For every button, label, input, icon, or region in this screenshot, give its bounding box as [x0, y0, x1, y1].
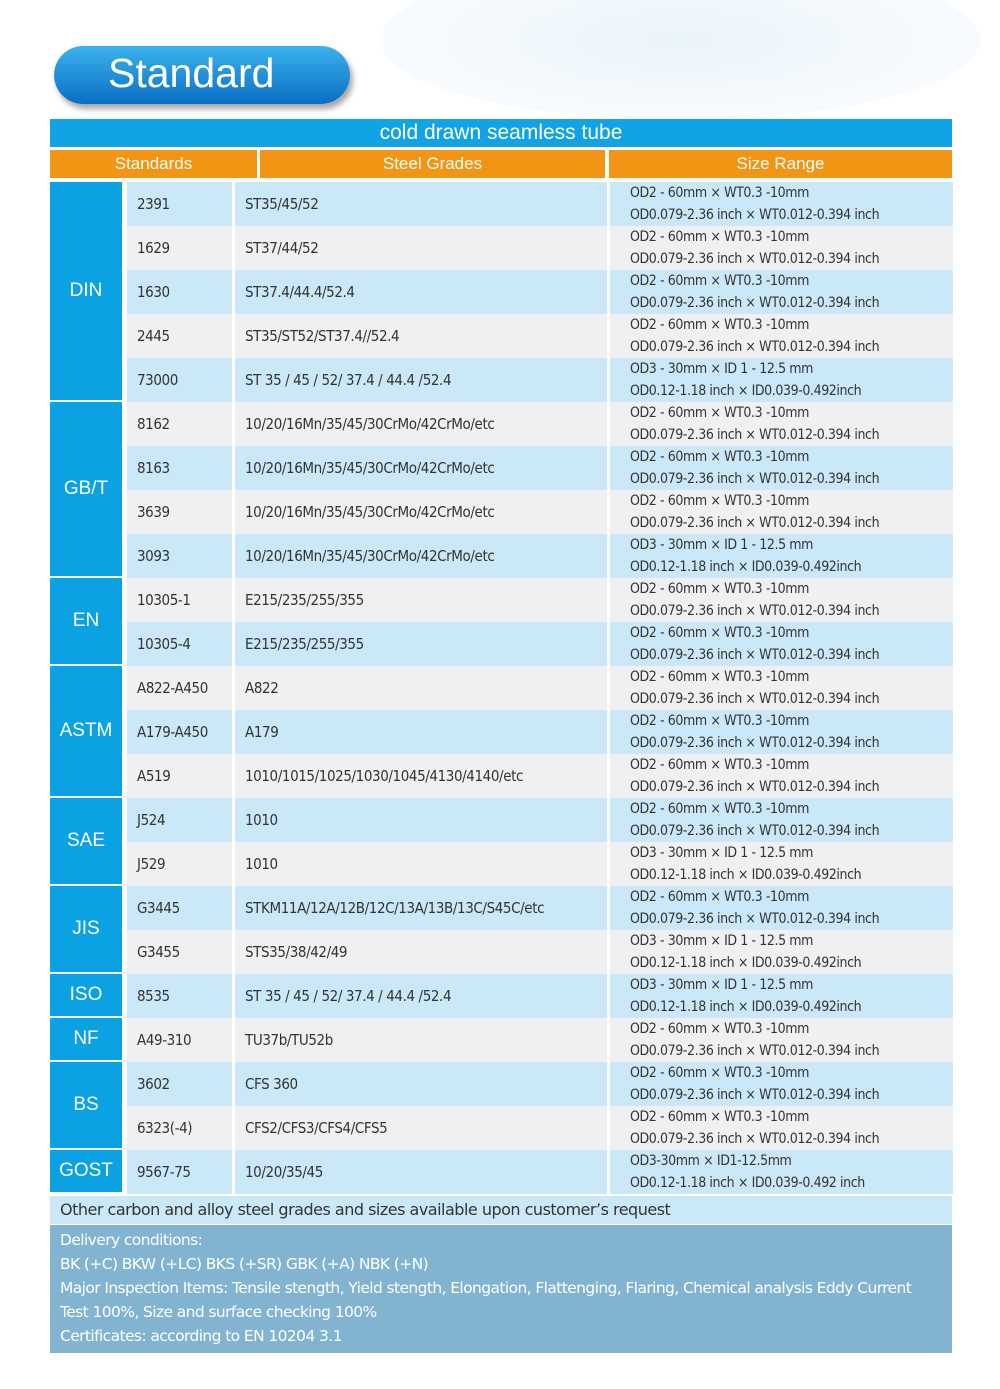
size-metric: OD3 - 30mm × ID 1 - 12.5 mm: [630, 933, 814, 949]
standard-number: 3602: [127, 1062, 232, 1106]
size-range: [610, 182, 953, 226]
standard-number: J529: [127, 842, 232, 886]
standard-group: [50, 1150, 952, 1194]
table-row: [127, 358, 953, 402]
standard-name: DIN: [50, 182, 122, 400]
standard-group: [50, 886, 952, 974]
size-metric: OD2 - 60mm × WT0.3 -10mm: [630, 1065, 809, 1081]
column-header-standards: Standards: [50, 150, 257, 178]
standard-number: 8163: [127, 446, 232, 490]
steel-grades: 10/20/16Mn/35/45/30CrMo/42CrMo/etc: [235, 490, 607, 534]
standard-number: 73000: [127, 358, 232, 402]
steel-grades: E215/235/255/355: [235, 578, 607, 622]
size-imperial: OD0.079-2.36 inch × WT0.012-0.394 inch: [630, 823, 880, 839]
group-rows: [127, 666, 953, 798]
size-imperial: OD0.079-2.36 inch × WT0.012-0.394 inch: [630, 251, 880, 267]
size-metric: OD2 - 60mm × WT0.3 -10mm: [630, 449, 809, 465]
table-row: [127, 754, 953, 798]
steel-grades: 1010: [235, 842, 607, 886]
column-header-steel-grades: Steel Grades: [260, 150, 605, 178]
size-range: [610, 534, 953, 578]
standard-number: 3093: [127, 534, 232, 578]
standard-number: 2391: [127, 182, 232, 226]
size-metric: OD2 - 60mm × WT0.3 -10mm: [630, 889, 809, 905]
table-row: [127, 886, 953, 930]
size-metric: OD2 - 60mm × WT0.3 -10mm: [630, 625, 809, 641]
standard-name: NF: [50, 1018, 122, 1060]
size-imperial: OD0.12-1.18 inch × ID0.039-0.492inch: [630, 383, 862, 399]
steel-grades: 10/20/35/45: [235, 1150, 607, 1194]
table-row: [127, 1106, 953, 1150]
group-rows: [127, 402, 953, 578]
size-imperial: OD0.079-2.36 inch × WT0.012-0.394 inch: [630, 471, 880, 487]
group-rows: [127, 182, 953, 402]
standard-number: 6323(-4): [127, 1106, 232, 1150]
group-rows: [127, 798, 953, 886]
standard-number: 8162: [127, 402, 232, 446]
size-range: [610, 314, 953, 358]
steel-grades: 1010: [235, 798, 607, 842]
group-rows: [127, 886, 953, 974]
size-imperial: OD0.079-2.36 inch × WT0.012-0.394 inch: [630, 207, 880, 223]
standard-number: 10305-1: [127, 578, 232, 622]
standard-name: ASTM: [50, 666, 122, 796]
size-range: [610, 578, 953, 622]
size-imperial: OD0.079-2.36 inch × WT0.012-0.394 inch: [630, 295, 880, 311]
size-metric: OD2 - 60mm × WT0.3 -10mm: [630, 1021, 809, 1037]
size-range: [610, 1062, 953, 1106]
size-imperial: OD0.079-2.36 inch × WT0.012-0.394 inch: [630, 691, 880, 707]
size-range: [610, 446, 953, 490]
standard-number: 3639: [127, 490, 232, 534]
standard-number: G3445: [127, 886, 232, 930]
size-imperial: OD0.079-2.36 inch × WT0.012-0.394 inch: [630, 779, 880, 795]
size-imperial: OD0.079-2.36 inch × WT0.012-0.394 inch: [630, 647, 880, 663]
size-range: [610, 930, 953, 974]
size-range: [610, 974, 953, 1018]
size-range: [610, 402, 953, 446]
size-imperial: OD0.12-1.18 inch × ID0.039-0.492inch: [630, 955, 862, 971]
standard-number: 10305-4: [127, 622, 232, 666]
standard-number: A49-310: [127, 1018, 232, 1062]
table-row: [127, 446, 953, 490]
size-imperial: OD0.12-1.18 inch × ID0.039-0.492inch: [630, 999, 862, 1015]
size-metric: OD3-30mm × ID1-12.5mm: [630, 1153, 792, 1169]
condition-line: Delivery conditions:: [60, 1231, 203, 1249]
standard-name: GOST: [50, 1150, 122, 1192]
steel-grades: 1010/1015/1025/1030/1045/4130/4140/etc: [235, 754, 607, 798]
size-metric: OD3 - 30mm × ID 1 - 12.5 mm: [630, 845, 814, 861]
table-row: [127, 402, 953, 446]
table-row: [127, 1150, 953, 1194]
standard-name: BS: [50, 1062, 122, 1148]
availability-note: Other carbon and alloy steel grades and sizes available upon customer’s request: [50, 1196, 952, 1224]
delivery-conditions-panel: [50, 1225, 952, 1353]
standard-name: JIS: [50, 886, 122, 972]
size-imperial: OD0.12-1.18 inch × ID0.039-0.492inch: [630, 559, 862, 575]
standard-group: [50, 182, 952, 402]
size-imperial: OD0.079-2.36 inch × WT0.012-0.394 inch: [630, 603, 880, 619]
size-metric: OD2 - 60mm × WT0.3 -10mm: [630, 581, 809, 597]
table-row: [127, 974, 953, 1018]
background-gear-decoration: [380, 0, 980, 120]
table-row: [127, 798, 953, 842]
section-heading: Standard: [108, 50, 275, 96]
table-row: [127, 314, 953, 358]
size-range: [610, 622, 953, 666]
standard-group: [50, 402, 952, 578]
table-row: [127, 842, 953, 886]
table-row: [127, 1062, 953, 1106]
steel-grades: ST35/ST52/ST37.4//52.4: [235, 314, 607, 358]
condition-line: Test 100%, Size and surface checking 100%: [60, 1303, 377, 1321]
group-rows: [127, 1150, 953, 1194]
size-metric: OD2 - 60mm × WT0.3 -10mm: [630, 405, 809, 421]
size-metric: OD2 - 60mm × WT0.3 -10mm: [630, 317, 809, 333]
standard-group: [50, 974, 952, 1018]
size-range: [610, 1106, 953, 1150]
size-range: [610, 270, 953, 314]
steel-grades: A822: [235, 666, 607, 710]
size-imperial: OD0.079-2.36 inch × WT0.012-0.394 inch: [630, 515, 880, 531]
steel-grades: TU37b/TU52b: [235, 1018, 607, 1062]
size-imperial: OD0.079-2.36 inch × WT0.012-0.394 inch: [630, 339, 880, 355]
table-row: [127, 622, 953, 666]
standard-number: 9567-75: [127, 1150, 232, 1194]
standard-group: [50, 578, 952, 666]
size-metric: OD2 - 60mm × WT0.3 -10mm: [630, 493, 809, 509]
size-imperial: OD0.079-2.36 inch × WT0.012-0.394 inch: [630, 911, 880, 927]
steel-grades: 10/20/16Mn/35/45/30CrMo/42CrMo/etc: [235, 446, 607, 490]
size-range: [610, 358, 953, 402]
standard-number: A519: [127, 754, 232, 798]
standard-name: SAE: [50, 798, 122, 884]
steel-grades: CFS2/CFS3/CFS4/CFS5: [235, 1106, 607, 1150]
size-metric: OD2 - 60mm × WT0.3 -10mm: [630, 669, 809, 685]
size-range: [610, 1018, 953, 1062]
size-imperial: OD0.079-2.36 inch × WT0.012-0.394 inch: [630, 1131, 880, 1147]
size-metric: OD2 - 60mm × WT0.3 -10mm: [630, 757, 809, 773]
size-imperial: OD0.079-2.36 inch × WT0.012-0.394 inch: [630, 427, 880, 443]
steel-grades: ST37.4/44.4/52.4: [235, 270, 607, 314]
size-range: [610, 1150, 953, 1194]
steel-grades: ST 35 / 45 / 52/ 37.4 / 44.4 /52.4: [235, 974, 607, 1018]
steel-grades: STS35/38/42/49: [235, 930, 607, 974]
condition-line: BK (+C) BKW (+LC) BKS (+SR) GBK (+A) NBK (+N): [60, 1255, 429, 1273]
steel-grades: 10/20/16Mn/35/45/30CrMo/42CrMo/etc: [235, 402, 607, 446]
size-imperial: OD0.12-1.18 inch × ID0.039-0.492 inch: [630, 1175, 865, 1191]
table-row: [127, 930, 953, 974]
steel-grades: CFS 360: [235, 1062, 607, 1106]
size-imperial: OD0.12-1.18 inch × ID0.039-0.492inch: [630, 867, 862, 883]
standard-group: [50, 666, 952, 798]
size-metric: OD2 - 60mm × WT0.3 -10mm: [630, 1109, 809, 1125]
size-imperial: OD0.079-2.36 inch × WT0.012-0.394 inch: [630, 1043, 880, 1059]
group-rows: [127, 578, 953, 666]
standard-number: G3455: [127, 930, 232, 974]
size-metric: OD2 - 60mm × WT0.3 -10mm: [630, 801, 809, 817]
size-range: [610, 798, 953, 842]
size-range: [610, 490, 953, 534]
size-range: [610, 886, 953, 930]
standards-table: [50, 182, 952, 1194]
group-rows: [127, 974, 953, 1018]
standard-name: ISO: [50, 974, 122, 1016]
table-row: [127, 666, 953, 710]
standard-name: EN: [50, 578, 122, 664]
table-row: [127, 534, 953, 578]
standard-number: A822-A450: [127, 666, 232, 710]
table-row: [127, 1018, 953, 1062]
steel-grades: A179: [235, 710, 607, 754]
table-row: [127, 578, 953, 622]
standard-number: 2445: [127, 314, 232, 358]
standard-number: 8535: [127, 974, 232, 1018]
table-title: cold drawn seamless tube: [50, 119, 952, 147]
size-range: [610, 754, 953, 798]
table-row: [127, 182, 953, 226]
group-rows: [127, 1062, 953, 1150]
steel-grades: E215/235/255/355: [235, 622, 607, 666]
steel-grades: ST37/44/52: [235, 226, 607, 270]
column-header-size-range: Size Range: [609, 150, 952, 178]
steel-grades: STKM11A/12A/12B/12C/13A/13B/13C/S45C/etc: [235, 886, 607, 930]
table-row: [127, 226, 953, 270]
size-imperial: OD0.079-2.36 inch × WT0.012-0.394 inch: [630, 735, 880, 751]
steel-grades: ST35/45/52: [235, 182, 607, 226]
size-metric: OD3 - 30mm × ID 1 - 12.5 mm: [630, 977, 814, 993]
steel-grades: ST 35 / 45 / 52/ 37.4 / 44.4 /52.4: [235, 358, 607, 402]
standard-name: GB/T: [50, 402, 122, 576]
size-metric: OD2 - 60mm × WT0.3 -10mm: [630, 185, 809, 201]
standard-group: [50, 1018, 952, 1062]
condition-line: Major Inspection Items: Tensile stength, Yield stength, Elongation, Flattenging, Flaring, Chemical analysis Eddy Current: [60, 1279, 912, 1297]
standard-group: [50, 798, 952, 886]
size-metric: OD3 - 30mm × ID 1 - 12.5 mm: [630, 537, 814, 553]
standard-number: 1630: [127, 270, 232, 314]
table-row: [127, 490, 953, 534]
size-range: [610, 842, 953, 886]
section-heading-badge: [54, 46, 350, 104]
table-row: [127, 270, 953, 314]
size-imperial: OD0.079-2.36 inch × WT0.012-0.394 inch: [630, 1087, 880, 1103]
standard-number: 1629: [127, 226, 232, 270]
steel-grades: 10/20/16Mn/35/45/30CrMo/42CrMo/etc: [235, 534, 607, 578]
standard-group: [50, 1062, 952, 1150]
size-metric: OD3 - 30mm × ID 1 - 12.5 mm: [630, 361, 814, 377]
table-row: [127, 710, 953, 754]
standard-number: A179-A450: [127, 710, 232, 754]
size-range: [610, 710, 953, 754]
size-range: [610, 666, 953, 710]
condition-line: Certificates: according to EN 10204 3.1: [60, 1327, 342, 1345]
group-rows: [127, 1018, 953, 1062]
size-metric: OD2 - 60mm × WT0.3 -10mm: [630, 273, 809, 289]
standard-number: J524: [127, 798, 232, 842]
size-metric: OD2 - 60mm × WT0.3 -10mm: [630, 229, 809, 245]
size-range: [610, 226, 953, 270]
size-metric: OD2 - 60mm × WT0.3 -10mm: [630, 713, 809, 729]
